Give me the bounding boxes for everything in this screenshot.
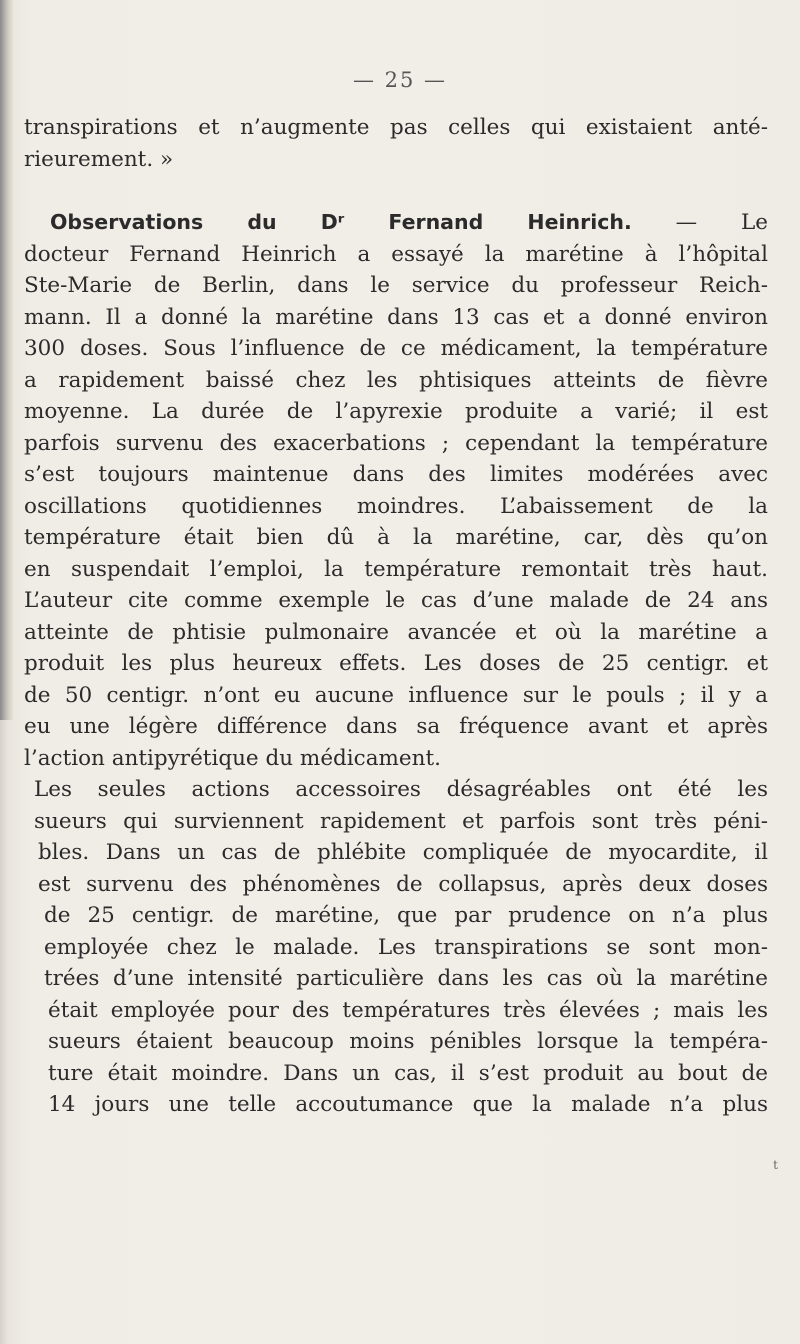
text-line: docteur Fernand Heinrich a essayé la marétine à l’hôpital [24, 241, 768, 267]
text-line: 300 doses. Sous l’influence de ce médicament, la température [24, 336, 768, 361]
text-line: parfois survenu des exacerbations ; cependant la température [24, 430, 768, 456]
section-heading: Observations du Dʳ Fernand Heinrich. [50, 210, 632, 234]
text-line: produit les plus heureux effets. Les doses de 25 centigr. et [24, 651, 768, 676]
text-line: ture était moindre. Dans un cas, il s’est produit au bout de [48, 1060, 768, 1086]
binding-shadow-lower [0, 720, 8, 1344]
text-line: atteinte de phtisie pulmonaire avancée et où la marétine a [24, 619, 768, 645]
text-line: eu une légère différence dans sa fréquence avant et après [24, 714, 768, 739]
text-line: l’action antipyrétique du médicament. [24, 745, 441, 771]
binding-shadow [0, 0, 14, 720]
text-line: oscillations quotidiennes moindres. L’abaissement de la [24, 493, 768, 519]
section-heading-line [24, 207, 768, 239]
text-line: Les seules actions accessoires désagréables ont été les [34, 777, 768, 802]
text-line: mann. Il a donné la marétine dans 13 cas et a donné environ [24, 304, 768, 330]
text-line: de 50 centigr. n’ont eu aucune influence sur le pouls ; il y a [24, 682, 768, 708]
text-line: était employée pour des températures très élevées ; mais les [48, 997, 768, 1023]
text-line: 14 jours une telle accoutumance que la malade n’a plus [48, 1092, 768, 1117]
text-line: moyenne. La durée de l’apyrexie produite a varié; il est [24, 399, 768, 424]
text-line: s’est toujours maintenue dans des limites modérées avec [24, 462, 768, 487]
heading-tail: — Le [675, 210, 768, 235]
paragraph-gap [24, 175, 768, 207]
text-line: bles. Dans un cas de phlébite compliquée de myocardite, il [38, 840, 768, 865]
text-line: employée chez le malade. Les transpirations se sont mon- [44, 934, 768, 960]
text-line: température était bien dû à la marétine, car, dès qu’on [24, 525, 768, 550]
text-line: a rapidement baissé chez les phtisiques atteints de fièvre [24, 367, 768, 393]
text-line: L’auteur cite comme exemple le cas d’une malade de 24 ans [24, 588, 768, 613]
text-line: en suspendait l’emploi, la température remontait très haut. [24, 556, 768, 582]
text-line: sueurs étaient beaucoup moins pénibles lorsque la tempéra- [48, 1029, 768, 1054]
text-line: rieurement. » [24, 146, 174, 172]
margin-mark: t [773, 1158, 778, 1172]
text-line: Ste-Marie de Berlin, dans le service du professeur Reich- [24, 273, 768, 298]
text-line: de 25 centigr. de marétine, que par prudence on n’a plus [44, 903, 768, 928]
text-line: est survenu des phénomènes de collapsus, après deux doses [38, 871, 768, 897]
text-line: trées d’une intensité particulière dans les cas où la marétine [44, 966, 768, 991]
text-line: transpirations et n’augmente pas celles qui existaient anté- [24, 115, 768, 140]
body-text [24, 112, 768, 1121]
text-line: sueurs qui surviennent rapidement et parfois sont très péni- [34, 808, 768, 834]
page-number: — 25 — [352, 68, 448, 92]
